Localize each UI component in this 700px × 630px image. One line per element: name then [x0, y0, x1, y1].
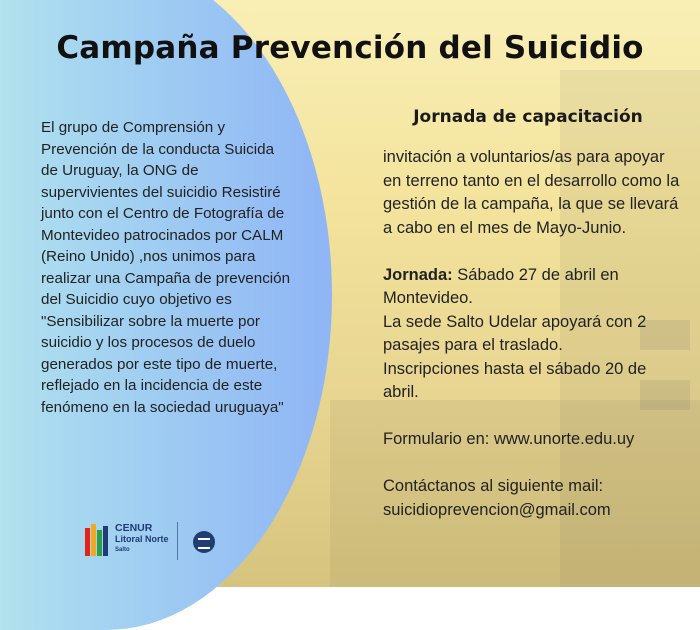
inscripciones-text: Inscripciones hasta el sábado 20 de abril.: [383, 359, 647, 401]
formulario-text: Formulario en: www.unorte.edu.uy: [383, 430, 635, 448]
contact-label: Contáctanos al siguiente mail:: [383, 477, 604, 495]
logo-line1: CENUR: [115, 522, 153, 534]
campaign-description: El grupo de Comprensión y Prevención de la conducta Suicida de Uruguay, la ONG de supervivientes del suicidio Resistiré junto con el Centro de Fotografía de Montevideo patrocinados por CALM (Reino Unido) ,nos unimos para realizar una Campaña de prevención del Suicidio cuyo objetivo es "Sensibilizar sobre la muerte por suicidio y los procesos de duelo generados por este tipo de muerte, reflejado en la incidencia de este fenómeno en la sociedad uruguaya": [41, 119, 291, 416]
jornada-text: Sábado 27 de abril en Montevideo.: [383, 265, 619, 307]
logo-line2: Litoral Norte: [115, 534, 169, 544]
sede-text: La sede Salto Udelar apoyará con 2 pasajes para el traslado.: [383, 312, 647, 354]
cenur-logo-icon: [85, 524, 109, 556]
udelar-seal-icon: [193, 531, 215, 553]
logo-divider: [177, 522, 178, 560]
cenur-logo-text: [115, 523, 169, 556]
section-heading: Jornada de capacitación: [413, 107, 643, 127]
event-details: [383, 146, 683, 522]
jornada-line: [383, 264, 683, 311]
page-title: Campaña Prevención del Suicidio: [56, 30, 644, 66]
contact-email: suicidioprevencion@gmail.com: [383, 500, 611, 519]
jornada-label: Jornada:: [383, 265, 453, 284]
cenur-logo: [85, 523, 169, 556]
logo-line3: Salto: [115, 547, 130, 553]
invitation-text: invitación a voluntarios/as para apoyar en terreno tanto en el desarrollo como la gestión de la campaña, la que se llevará a cabo en el mes de Mayo-Junio.: [383, 148, 680, 237]
